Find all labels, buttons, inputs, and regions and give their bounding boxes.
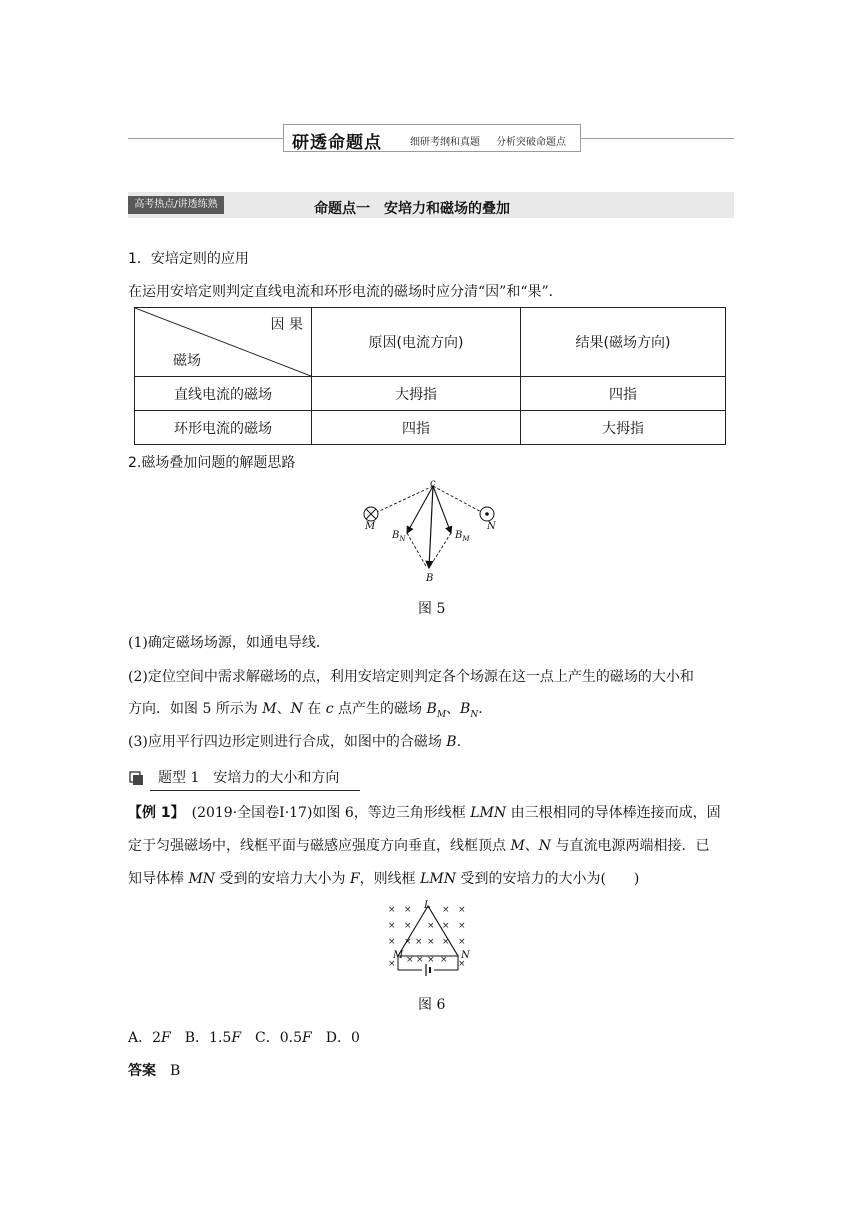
table-corner-bottom: 磁场 — [173, 353, 201, 369]
answer-value: B — [170, 1063, 181, 1079]
section-1-heading: 1．安培定则的应用 — [128, 251, 249, 267]
topic-tag: 高考热点/讲透练熟 — [128, 196, 224, 214]
example-line-2: 定于匀强磁场中，线框平面与磁感应强度方向垂直，线框顶点 M、N 与直流电源两端相接．已 — [128, 838, 710, 854]
table-row — [135, 411, 726, 445]
header-rule-right — [581, 138, 734, 139]
question-type-icon — [128, 770, 144, 786]
table-header-effect: 结果(磁场方向) — [521, 308, 726, 377]
table-cell-effect: 四指 — [521, 377, 726, 411]
table-cell-effect: 大拇指 — [521, 411, 726, 445]
answer-line — [128, 1061, 180, 1081]
svg-text:×: × — [415, 937, 423, 947]
section-1-text: 在运用安培定则判定直线电流和环形电流的磁场时应分清“因”和“果”． — [128, 284, 563, 300]
svg-text:×: × — [416, 955, 424, 965]
answer-label: 答案 — [128, 1063, 156, 1079]
svg-text:×: × — [388, 905, 396, 915]
header-rule-left — [128, 138, 283, 139]
svg-text:×: × — [404, 905, 412, 915]
section-2-heading: 2.磁场叠加问题的解题思路 — [128, 455, 296, 471]
fig5-label-BM: $B_M$ — [455, 530, 470, 543]
question-type-underline — [150, 790, 360, 791]
example-label: 【例 1】 — [128, 805, 178, 821]
svg-text:×: × — [458, 959, 466, 969]
svg-text:×: × — [458, 937, 466, 947]
fig6-label-N: N — [461, 950, 470, 961]
svg-text:×: × — [458, 921, 466, 931]
svg-text:×: × — [388, 937, 396, 947]
step-3: (3)应用平行四边形定则进行合成，如图中的合磁场 B. — [128, 734, 462, 750]
table-cell-cause: 四指 — [312, 411, 521, 445]
svg-text:×: × — [427, 937, 435, 947]
svg-text:×: × — [388, 959, 396, 969]
svg-text:×: × — [406, 955, 414, 965]
option-d: D．0 — [311, 1030, 360, 1046]
fig5-label-M: M — [365, 521, 376, 532]
step-2-line-2: 方向．如图 5 所示为 M、N 在 c 点产生的磁场 $B_M$、$B_N$. — [128, 701, 483, 720]
ampere-rule-table — [134, 307, 726, 445]
svg-text:×: × — [404, 921, 412, 931]
figure-6-caption: 图 6 — [418, 997, 446, 1013]
fig5-label-N: N — [487, 521, 496, 532]
header-subtitle-1: 细研考纲和真题 — [410, 137, 480, 148]
question-type: 题型 1 安培力的大小和方向 — [158, 770, 340, 786]
table-row-label: 环形电流的磁场 — [135, 411, 312, 445]
fig5-label-B: B — [426, 573, 434, 584]
table-cell-cause: 大拇指 — [312, 377, 521, 411]
figure-5-diagram — [355, 478, 515, 590]
table-row-label: 直线电流的磁场 — [135, 377, 312, 411]
answer-options: A．2F B．1.5F C．0.5F D．0 — [128, 1030, 360, 1046]
table-corner-top: 因 果 — [270, 317, 303, 333]
svg-text:×: × — [388, 921, 396, 931]
header-subtitle-2: 分析突破命题点 — [496, 137, 566, 148]
example-line-1: 【例 1】 (2019·全国卷Ⅰ·17)如图 6，等边三角形线框 LMN 由三根相同的导体棒连接而成，固 — [128, 805, 721, 821]
fig5-label-BN: $B_N$ — [392, 530, 406, 543]
example-line-3: 知导体棒 MN 受到的安培力大小为 F，则线框 LMN 受到的安培力的大小为( ) — [128, 871, 640, 887]
table-corner-cell — [135, 308, 312, 377]
fig6-label-M: M — [393, 950, 404, 961]
option-b: B．1.5 — [170, 1030, 232, 1046]
topic-title: 命题点一 安培力和磁场的叠加 — [314, 201, 510, 217]
fig6-label-L: L — [424, 900, 431, 911]
step-2-line-1: (2)定位空间中需求解磁场的点，利用安培定则判定各个场源在这一点上产生的磁场的大小和 — [128, 669, 694, 685]
svg-text:×: × — [427, 921, 435, 931]
svg-text:×: × — [427, 955, 435, 965]
table-row — [135, 377, 726, 411]
figure-5-caption: 图 5 — [418, 601, 446, 617]
figure-6-diagram — [384, 900, 484, 980]
option-a: A．2 — [128, 1030, 162, 1046]
step-1: (1)确定磁场场源，如通电导线． — [128, 635, 330, 651]
svg-text:×: × — [458, 905, 466, 915]
svg-text:×: × — [440, 955, 448, 965]
svg-text:×: × — [442, 905, 450, 915]
option-c: C．0.5 — [241, 1030, 303, 1046]
table-header-cause: 原因(电流方向) — [312, 308, 521, 377]
svg-text:×: × — [404, 937, 412, 947]
svg-text:×: × — [442, 937, 450, 947]
svg-text:×: × — [442, 921, 450, 931]
fig5-label-c: c — [430, 478, 436, 489]
header-title: 研透命题点 — [292, 133, 382, 153]
